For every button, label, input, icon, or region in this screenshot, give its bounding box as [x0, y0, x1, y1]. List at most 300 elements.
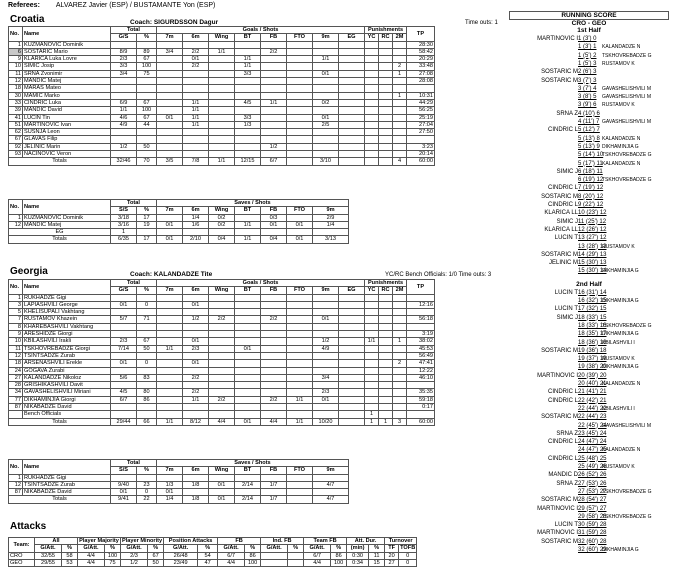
table-cell: 12:22	[407, 367, 435, 374]
table-cell	[157, 70, 183, 77]
player-name: Totals	[9, 236, 111, 243]
header-sub: FB	[261, 467, 287, 474]
table-cell: 67	[137, 114, 157, 121]
player-name: KHELISUPALI Vakhtang	[23, 309, 111, 316]
scorer-geo: KALANDADZE N	[602, 447, 641, 454]
table-cell	[137, 41, 157, 48]
table-cell	[393, 404, 407, 411]
table-cell	[183, 129, 209, 136]
table-cell	[209, 63, 235, 70]
table-cell	[261, 352, 287, 359]
scorer-geo: RUSTAMOV K	[602, 102, 635, 109]
player-name: MANDIC David	[23, 107, 111, 114]
header-name: Name	[23, 460, 111, 475]
table-cell: 1/1	[235, 63, 261, 70]
table-cell: 11	[9, 345, 23, 352]
table-cell	[365, 404, 379, 411]
table-row	[9, 70, 435, 77]
table-cell: 4/7	[313, 496, 349, 503]
table-cell	[111, 382, 137, 389]
table-cell: 7/14	[111, 345, 137, 352]
player-name: TSKHOVREBADZE Giorgi	[23, 345, 111, 352]
score-row	[509, 422, 669, 431]
table-cell	[261, 367, 287, 374]
table-cell	[209, 114, 235, 121]
table-cell	[313, 129, 339, 136]
score-value: 18 (36') 18	[578, 339, 607, 346]
table-row	[9, 474, 349, 481]
table-cell	[287, 129, 313, 136]
table-cell: 0:17	[407, 404, 435, 411]
table-cell: 1	[365, 418, 379, 425]
table-cell: 38:02	[407, 338, 435, 345]
table-cell	[365, 389, 379, 396]
table-cell	[235, 367, 261, 374]
table-cell	[379, 121, 393, 128]
score-row	[509, 363, 669, 372]
score-value: 9 (22') 12	[578, 202, 604, 208]
scorer-geo: KALANDADZE N	[602, 135, 641, 142]
player-name: GOGAVA Zurabi	[23, 367, 111, 374]
table-cell	[379, 136, 393, 143]
table-cell	[287, 151, 313, 158]
table-cell	[209, 360, 235, 367]
player-name: MARAS Mateo	[23, 85, 111, 92]
table-cell	[339, 41, 365, 48]
header-sub: G/Att.	[121, 545, 148, 552]
scorer-cro: SOSTARIC M	[541, 347, 578, 354]
score-row	[509, 209, 669, 218]
table-cell: 3	[9, 301, 23, 308]
header-sub: 7m	[157, 207, 183, 214]
score-value: 28 (54') 27	[578, 497, 607, 504]
table-cell: 53	[62, 559, 78, 566]
score-row	[509, 184, 669, 193]
table-cell	[287, 294, 313, 301]
table-cell	[393, 56, 407, 63]
table-cell	[339, 396, 365, 403]
table-cell: 44	[137, 121, 157, 128]
scorer-geo: KALANDADZE N	[602, 160, 641, 167]
player-name: GRISHIKASHVILI Davit	[23, 382, 111, 389]
player-name: JELINIC Marin	[23, 143, 111, 150]
table-row	[9, 107, 435, 114]
table-cell	[209, 489, 235, 496]
table-cell	[365, 151, 379, 158]
score-row	[509, 201, 669, 210]
table-cell	[379, 85, 393, 92]
attacks-table	[8, 537, 417, 567]
score-value: 11 (25') 12	[578, 218, 607, 225]
table-cell: 1/1	[235, 221, 261, 228]
table-cell	[209, 99, 235, 106]
table-cell	[261, 309, 287, 316]
table-cell: 2	[393, 63, 407, 70]
table-cell	[287, 367, 313, 374]
table-cell	[339, 331, 365, 338]
header-sub: %	[369, 545, 385, 552]
table-cell	[111, 151, 137, 158]
table-cell: 4	[393, 158, 407, 165]
table-cell	[313, 151, 339, 158]
table-cell	[209, 70, 235, 77]
header-group: Player Majority	[79, 538, 119, 544]
table-cell	[393, 114, 407, 121]
table-cell	[365, 48, 379, 55]
table-cell: 18	[9, 85, 23, 92]
table-cell	[111, 474, 137, 481]
table-cell	[209, 367, 235, 374]
scorer-geo: GAVASHELISHVILI M	[602, 119, 651, 125]
table-cell: 0/4	[261, 236, 287, 243]
table-cell	[157, 389, 183, 396]
header-sub: YC	[365, 34, 379, 41]
table-cell	[287, 301, 313, 308]
table-cell: 0	[137, 301, 157, 308]
scorer-geo: TSKHOVREBADZE G	[602, 52, 652, 59]
score-row	[509, 110, 669, 119]
table-cell	[365, 331, 379, 338]
table-cell: 23/49	[164, 559, 198, 566]
table-cell	[183, 41, 209, 48]
table-cell	[261, 489, 287, 496]
table-cell: 0/4	[209, 236, 235, 243]
table-cell: 1/7	[261, 481, 287, 488]
table-cell	[365, 121, 379, 128]
table-row	[9, 396, 435, 403]
table-cell	[379, 367, 393, 374]
player-name: MARTINOVIC Ivan	[23, 121, 111, 128]
score-row	[509, 388, 669, 397]
table-cell: 77	[9, 396, 23, 403]
georgia-goalkeepers-table	[8, 459, 349, 504]
header-sub: RC	[379, 287, 393, 294]
score-row	[509, 68, 669, 77]
table-cell	[365, 85, 379, 92]
table-cell	[339, 360, 365, 367]
score-row	[509, 126, 669, 135]
table-cell: 3/5	[157, 158, 183, 165]
table-cell	[287, 374, 313, 381]
header-sub: BT	[235, 207, 261, 214]
table-cell: 9	[9, 331, 23, 338]
table-cell	[287, 338, 313, 345]
table-cell: 1/1	[261, 99, 287, 106]
table-cell	[379, 411, 393, 418]
table-cell: 20:14	[407, 151, 435, 158]
table-cell	[287, 489, 313, 496]
table-cell	[339, 352, 365, 359]
table-row	[9, 48, 435, 55]
table-cell	[287, 411, 313, 418]
table-cell	[339, 404, 365, 411]
table-cell: 1	[379, 418, 393, 425]
table-cell: 56:18	[407, 316, 435, 323]
table-cell	[313, 360, 339, 367]
table-cell: 4/6	[111, 114, 137, 121]
table-cell: 60:00	[407, 158, 435, 165]
table-cell	[235, 301, 261, 308]
table-cell: 54	[198, 552, 218, 559]
table-cell: 3/16	[111, 221, 137, 228]
table-cell: 20:29	[407, 56, 435, 63]
scorer-cro: SOSTARIC M	[541, 69, 578, 76]
table-cell	[209, 229, 235, 236]
table-cell	[183, 136, 209, 143]
table-cell: 12:16	[407, 301, 435, 308]
score-value: 3 (8') 5	[578, 94, 597, 101]
table-cell	[157, 301, 183, 308]
score-row	[509, 60, 669, 69]
table-cell	[365, 129, 379, 136]
scorer-geo: DIKHAMINJIA G	[602, 268, 639, 275]
score-value: 8 (20') 12	[578, 193, 604, 200]
table-cell	[365, 114, 379, 121]
table-cell	[313, 489, 349, 496]
croatia-goalkeepers-table	[8, 199, 349, 244]
table-cell	[209, 92, 235, 99]
table-cell	[287, 114, 313, 121]
table-cell	[365, 323, 379, 330]
table-cell	[365, 158, 379, 165]
table-cell	[157, 143, 183, 150]
table-cell	[137, 323, 157, 330]
table-row	[9, 360, 435, 367]
table-cell: 46:10	[407, 374, 435, 381]
table-cell	[209, 382, 235, 389]
table-cell	[209, 331, 235, 338]
header-sub: 6m	[183, 287, 209, 294]
scorer-cro: LUCIN T	[554, 289, 578, 296]
header-no: No.	[9, 460, 23, 475]
scorer-geo: RUSTAMOV K	[602, 243, 635, 250]
team-title-croatia: Croatia	[10, 14, 45, 25]
table-cell	[339, 316, 365, 323]
score-row	[509, 372, 669, 381]
score-value: 1 (3') 0	[578, 36, 597, 42]
player-name: CINDRIC Luka	[23, 99, 111, 106]
table-cell: 9/41	[111, 496, 137, 503]
table-cell	[157, 352, 183, 359]
table-cell	[407, 382, 435, 389]
header-tp: TP	[407, 280, 435, 295]
table-cell	[137, 85, 157, 92]
score-value: 14 (29') 13	[578, 251, 607, 258]
table-cell	[261, 474, 287, 481]
table-cell	[313, 411, 339, 418]
scorer-cro: CINDRIC L	[547, 202, 578, 208]
table-cell: 0/1	[183, 301, 209, 308]
score-value: 18 (33') 16	[578, 322, 607, 329]
table-cell	[209, 85, 235, 92]
table-cell: 1/1	[183, 107, 209, 114]
player-name: RUKHADZE Gigi	[23, 474, 111, 481]
table-row	[9, 309, 435, 316]
table-row	[9, 411, 435, 418]
score-row	[509, 339, 669, 348]
table-cell	[183, 151, 209, 158]
scorer-cro: LUCIN T	[554, 235, 578, 242]
table-cell: 6/7	[304, 552, 331, 559]
table-cell	[379, 323, 393, 330]
table-cell	[157, 41, 183, 48]
header-sub: %	[245, 545, 261, 552]
table-cell: 6/7	[261, 158, 287, 165]
scorer-cro: MARTINOVIC I	[537, 372, 578, 379]
header-sub: (min)	[347, 545, 369, 552]
table-cell: 4/7	[313, 481, 349, 488]
table-cell: 0	[137, 360, 157, 367]
scorer-cro: MANDIC D	[548, 472, 578, 479]
scorer-cro: SOSTARIC M	[541, 414, 578, 421]
coach-georgia: Coach: KALANDADZE Tite	[130, 271, 213, 278]
score-value: 18 (35') 17	[578, 331, 607, 338]
score-value: 5 (13') 8	[578, 135, 600, 142]
score-row	[509, 380, 669, 389]
table-cell: 6/7	[111, 396, 137, 403]
header-no: No.	[9, 27, 23, 42]
table-cell	[261, 85, 287, 92]
scorer-geo: RUSTAMOV K	[602, 464, 635, 470]
header-sub: FB	[261, 287, 287, 294]
coach-croatia: Coach: SIGURDSSON Dagur	[130, 19, 219, 26]
player-name: TSINTSADZE Zurab	[23, 481, 111, 488]
table-row	[9, 345, 435, 352]
score-value: 1 (3') 1	[578, 44, 597, 51]
table-cell: 27	[9, 374, 23, 381]
table-cell	[235, 389, 261, 396]
score-value: 19 (36') 18	[578, 347, 607, 354]
table-cell	[261, 411, 287, 418]
table-cell	[235, 331, 261, 338]
table-cell	[157, 374, 183, 381]
table-cell	[261, 129, 287, 136]
table-cell: 100	[245, 559, 261, 566]
score-row	[509, 480, 669, 489]
score-value: 22 (44') 22	[578, 405, 607, 412]
table-cell: 0/1	[157, 221, 183, 228]
score-value: 1 (5') 2	[578, 52, 597, 59]
table-cell: 0	[399, 559, 417, 566]
header-sub: 9m	[313, 207, 349, 214]
table-cell	[339, 56, 365, 63]
score-value: 27 (53') 27	[578, 488, 607, 495]
table-cell	[339, 92, 365, 99]
header-no: No.	[9, 280, 23, 295]
score-row	[509, 101, 669, 110]
table-cell: 4/4	[78, 559, 105, 566]
header-sub: G/Att.	[304, 545, 331, 552]
table-cell: 41	[9, 114, 23, 121]
table-cell	[365, 316, 379, 323]
score-value: 26 (52') 26	[578, 472, 607, 479]
table-cell	[379, 345, 393, 352]
header-group: Ind. FB	[261, 538, 304, 545]
table-cell: 5/7	[111, 316, 137, 323]
scorer-cro: CINDRIC L	[547, 439, 578, 446]
table-cell: 1	[393, 70, 407, 77]
table-cell: 51	[9, 121, 23, 128]
table-cell: 3/4	[313, 374, 339, 381]
table-cell	[261, 338, 287, 345]
table-cell	[157, 151, 183, 158]
score-value: 22 (44') 23	[578, 414, 607, 421]
table-cell: 4/9	[313, 345, 339, 352]
score-value: 19 (38') 20	[578, 364, 607, 371]
player-name: NACINOVIC Veron	[23, 151, 111, 158]
scorer-cro: SOSTARIC M	[541, 77, 578, 84]
table-cell: 1/1	[235, 236, 261, 243]
table-cell	[393, 48, 407, 55]
score-value: 18 (33') 15	[578, 314, 607, 321]
table-cell	[379, 396, 393, 403]
table-row	[9, 221, 349, 228]
player-name: LUCIN Tin	[23, 114, 111, 121]
table-cell	[339, 136, 365, 143]
table-cell: 1/1	[209, 158, 235, 165]
table-cell	[287, 78, 313, 85]
table-cell	[209, 143, 235, 150]
table-cell	[313, 78, 339, 85]
score-row	[509, 438, 669, 447]
table-cell: 2/2	[183, 48, 209, 55]
header-sub: FTO	[287, 34, 313, 41]
score-value: 2 (6') 3	[578, 69, 597, 76]
table-cell	[313, 404, 339, 411]
attacks-stats	[8, 537, 417, 567]
table-row	[9, 229, 349, 236]
table-cell	[261, 107, 287, 114]
table-cell	[379, 389, 393, 396]
table-cell	[235, 229, 261, 236]
table-cell	[261, 559, 288, 566]
header-sub: %	[137, 34, 157, 41]
header-sub: G/S	[111, 34, 137, 41]
score-value: 30 (59') 28	[578, 522, 607, 529]
table-cell: 0/1	[183, 56, 209, 63]
table-row	[9, 352, 435, 359]
table-cell	[111, 352, 137, 359]
player-name: LAPIASHVILI George	[23, 301, 111, 308]
table-cell: 2/2	[209, 316, 235, 323]
table-cell	[288, 559, 304, 566]
table-cell	[183, 309, 209, 316]
table-cell	[287, 360, 313, 367]
table-cell	[379, 404, 393, 411]
table-cell	[261, 360, 287, 367]
table-cell: 1/1	[287, 396, 313, 403]
table-cell: 0/1	[313, 396, 339, 403]
table-cell	[339, 411, 365, 418]
score-value: 24 (47') 25	[578, 447, 607, 454]
table-cell	[379, 78, 393, 85]
table-cell	[235, 474, 261, 481]
table-cell	[137, 136, 157, 143]
table-cell: 39	[9, 107, 23, 114]
table-cell	[313, 331, 339, 338]
table-cell	[235, 360, 261, 367]
score-row	[509, 35, 669, 44]
table-cell	[339, 389, 365, 396]
table-cell: 1	[393, 92, 407, 99]
table-cell	[157, 331, 183, 338]
score-row	[509, 297, 669, 306]
table-cell	[111, 85, 137, 92]
table-cell	[339, 418, 365, 425]
table-cell	[339, 143, 365, 150]
table-cell: 0/1	[313, 70, 339, 77]
table-cell	[313, 229, 349, 236]
